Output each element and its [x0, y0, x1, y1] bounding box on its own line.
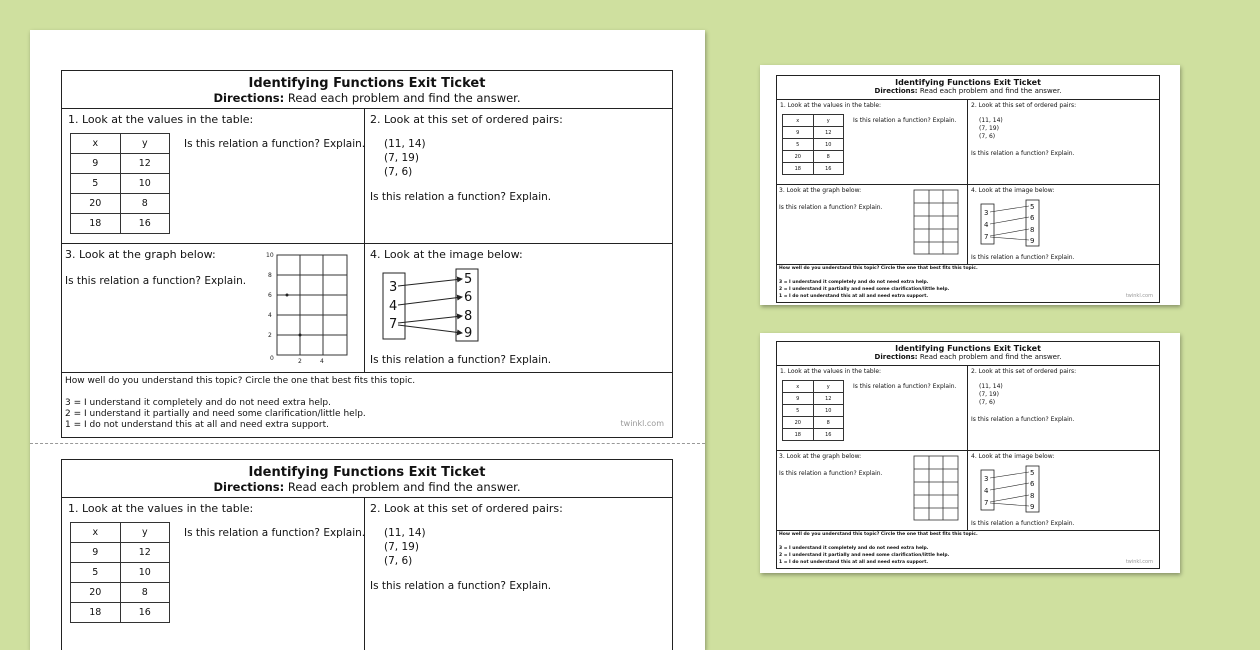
- y-tick-label: 2: [268, 332, 272, 339]
- mapping-diagram: [979, 464, 1043, 514]
- rating-option-1: 1 = I do not understand this at all and need extra support.: [779, 560, 929, 565]
- ordered-pair: (7, 19): [979, 391, 999, 398]
- rating-option-2: 2 = I understand it partially and need some clarification/little help.: [65, 409, 366, 419]
- question-4-prompt: Is this relation a function? Explain.: [971, 254, 1075, 261]
- range-value: 9: [1030, 503, 1035, 511]
- ticket-title: Identifying Functions Exit Ticket: [895, 78, 1041, 87]
- ticket-directions: Directions: Read each problem and find the answer.: [874, 353, 1062, 361]
- ticket-directions: Directions: Read each problem and find the answer.: [213, 480, 521, 494]
- ordered-pair: (7, 6): [979, 133, 996, 140]
- exit-ticket-1: [61, 70, 673, 438]
- range-value: 6: [464, 290, 473, 305]
- range-value: 6: [1030, 480, 1035, 488]
- coordinate-graph: [257, 247, 357, 365]
- range-value: 5: [1030, 203, 1035, 211]
- ordered-pair: (7, 6): [979, 399, 996, 406]
- rating-option-2: 2 = I understand it partially and need some clarification/little help.: [779, 553, 950, 558]
- ticket-directions: Directions: Read each problem and find the answer.: [874, 87, 1062, 95]
- ticket-title: Identifying Functions Exit Ticket: [248, 465, 486, 480]
- rating-question: How well do you understand this topic? Circle the one that best fits this topic.: [779, 532, 978, 537]
- question-1-prompt: Is this relation a function? Explain.: [853, 117, 957, 124]
- coordinate-graph: [902, 452, 964, 528]
- question-1-prompt: Is this relation a function? Explain.: [184, 138, 366, 150]
- rating-option-1: 1 = I do not understand this at all and need extra support.: [779, 294, 929, 299]
- question-1: 1. Look at the values in the table:: [68, 113, 254, 126]
- question-4: 4. Look at the image below:: [370, 248, 523, 261]
- question-3-prompt: Is this relation a function? Explain.: [65, 275, 247, 287]
- ticket-header: [777, 342, 1159, 366]
- small-worksheet-preview-2: [760, 333, 1180, 573]
- xy-table: x y 9 12 5 10 20 8 18 16: [70, 522, 170, 623]
- question-1: 1. Look at the values in the table:: [780, 102, 882, 109]
- question-2-prompt: Is this relation a function? Explain.: [971, 416, 1075, 423]
- mapping-diagram: [380, 267, 490, 343]
- range-value: 5: [464, 272, 473, 287]
- twinkl-logo: twinkl.com: [1125, 559, 1153, 565]
- ticket-directions: Directions: Read each problem and find the answer.: [213, 91, 521, 105]
- range-value: 8: [464, 309, 473, 324]
- ordered-pair: (7, 19): [979, 125, 999, 132]
- domain-value: 4: [984, 221, 989, 229]
- question-2: 2. Look at this set of ordered pairs:: [971, 102, 1077, 109]
- ordered-pair: (11, 14): [979, 383, 1003, 390]
- question-2: 2. Look at this set of ordered pairs:: [971, 368, 1077, 375]
- xy-table: x y 9 12 5 10 20 8 18 16: [782, 114, 844, 175]
- range-value: 9: [464, 326, 473, 341]
- domain-value: 3: [389, 280, 398, 295]
- ticket-title: Identifying Functions Exit Ticket: [248, 76, 486, 91]
- small-ticket: [776, 341, 1160, 569]
- rating-question: How well do you understand this topic? Circle the one that best fits this topic.: [779, 266, 978, 271]
- x-tick-label: 2: [298, 358, 302, 365]
- question-2: 2. Look at this set of ordered pairs:: [370, 113, 563, 126]
- rating-option-3: 3 = I understand it completely and do not need extra help.: [65, 398, 331, 408]
- question-2-prompt: Is this relation a function? Explain.: [370, 191, 552, 203]
- y-tick-label: 8: [268, 272, 272, 279]
- rating-question: How well do you understand this topic? Circle the one that best fits this topic.: [65, 376, 416, 386]
- question-3-prompt: Is this relation a function? Explain.: [779, 204, 883, 211]
- question-2-prompt: Is this relation a function? Explain.: [971, 150, 1075, 157]
- large-worksheet-preview: [30, 30, 705, 650]
- xy-table: x y 9 12 5 10 20 8 18 16: [782, 380, 844, 441]
- question-3: 3. Look at the graph below:: [779, 187, 862, 194]
- rating-option-3: 3 = I understand it completely and do not need extra help.: [779, 546, 929, 551]
- range-value: 5: [1030, 469, 1035, 477]
- rating-option-2: 2 = I understand it partially and need some clarification/little help.: [779, 287, 950, 292]
- question-3: 3. Look at the graph below:: [65, 248, 216, 261]
- rating-option-3: 3 = I understand it completely and do not need extra help.: [779, 280, 929, 285]
- question-2: 2. Look at this set of ordered pairs:: [370, 502, 563, 515]
- question-3: 3. Look at the graph below:: [779, 453, 862, 460]
- question-1: 1. Look at the values in the table:: [780, 368, 882, 375]
- question-1-prompt: Is this relation a function? Explain.: [184, 527, 366, 539]
- question-3-prompt: Is this relation a function? Explain.: [779, 470, 883, 477]
- cut-line: [30, 443, 705, 444]
- range-value: 8: [1030, 226, 1035, 234]
- mapping-diagram: [979, 198, 1043, 248]
- range-value: 9: [1030, 237, 1035, 245]
- ordered-pair: (7, 19): [384, 541, 419, 553]
- range-value: 8: [1030, 492, 1035, 500]
- question-1-prompt: Is this relation a function? Explain.: [853, 383, 957, 390]
- exit-ticket-2: [61, 459, 673, 650]
- domain-value: 4: [984, 487, 989, 495]
- question-4: 4. Look at the image below:: [971, 453, 1055, 460]
- ticket-header: [62, 71, 672, 109]
- ordered-pair: (7, 6): [384, 166, 413, 178]
- domain-value: 7: [984, 499, 989, 507]
- ordered-pair: (11, 14): [979, 117, 1003, 124]
- ordered-pair: (7, 19): [384, 152, 419, 164]
- ordered-pair: (7, 6): [384, 555, 413, 567]
- small-ticket: [776, 75, 1160, 303]
- domain-value: 4: [389, 299, 398, 314]
- x-tick-label: 4: [320, 358, 324, 365]
- question-4-prompt: Is this relation a function? Explain.: [370, 354, 552, 366]
- range-value: 6: [1030, 214, 1035, 222]
- domain-value: 7: [389, 317, 398, 332]
- y-tick-label: 0: [270, 355, 274, 362]
- ticket-title: Identifying Functions Exit Ticket: [895, 344, 1041, 353]
- twinkl-logo: twinkl.com: [1125, 293, 1153, 299]
- xy-table: x y 9 12 5 10 20 8 18 16: [70, 133, 170, 234]
- rating-option-1: 1 = I do not understand this at all and need extra support.: [65, 420, 329, 430]
- domain-value: 7: [984, 233, 989, 241]
- y-tick-label: 4: [268, 312, 272, 319]
- ordered-pair: (11, 14): [384, 138, 426, 150]
- ticket-header: [62, 460, 672, 498]
- question-2-prompt: Is this relation a function? Explain.: [370, 580, 552, 592]
- coordinate-graph: [902, 186, 964, 262]
- question-4: 4. Look at the image below:: [971, 187, 1055, 194]
- question-1: 1. Look at the values in the table:: [68, 502, 254, 515]
- ordered-pair: (11, 14): [384, 527, 426, 539]
- question-4-prompt: Is this relation a function? Explain.: [971, 520, 1075, 527]
- domain-value: 3: [984, 475, 989, 483]
- domain-value: 3: [984, 209, 989, 217]
- y-tick-label: 10: [266, 252, 274, 259]
- ticket-header: [777, 76, 1159, 100]
- y-tick-label: 6: [268, 292, 272, 299]
- small-worksheet-preview-1: [760, 65, 1180, 305]
- twinkl-logo: twinkl.com: [620, 419, 664, 428]
